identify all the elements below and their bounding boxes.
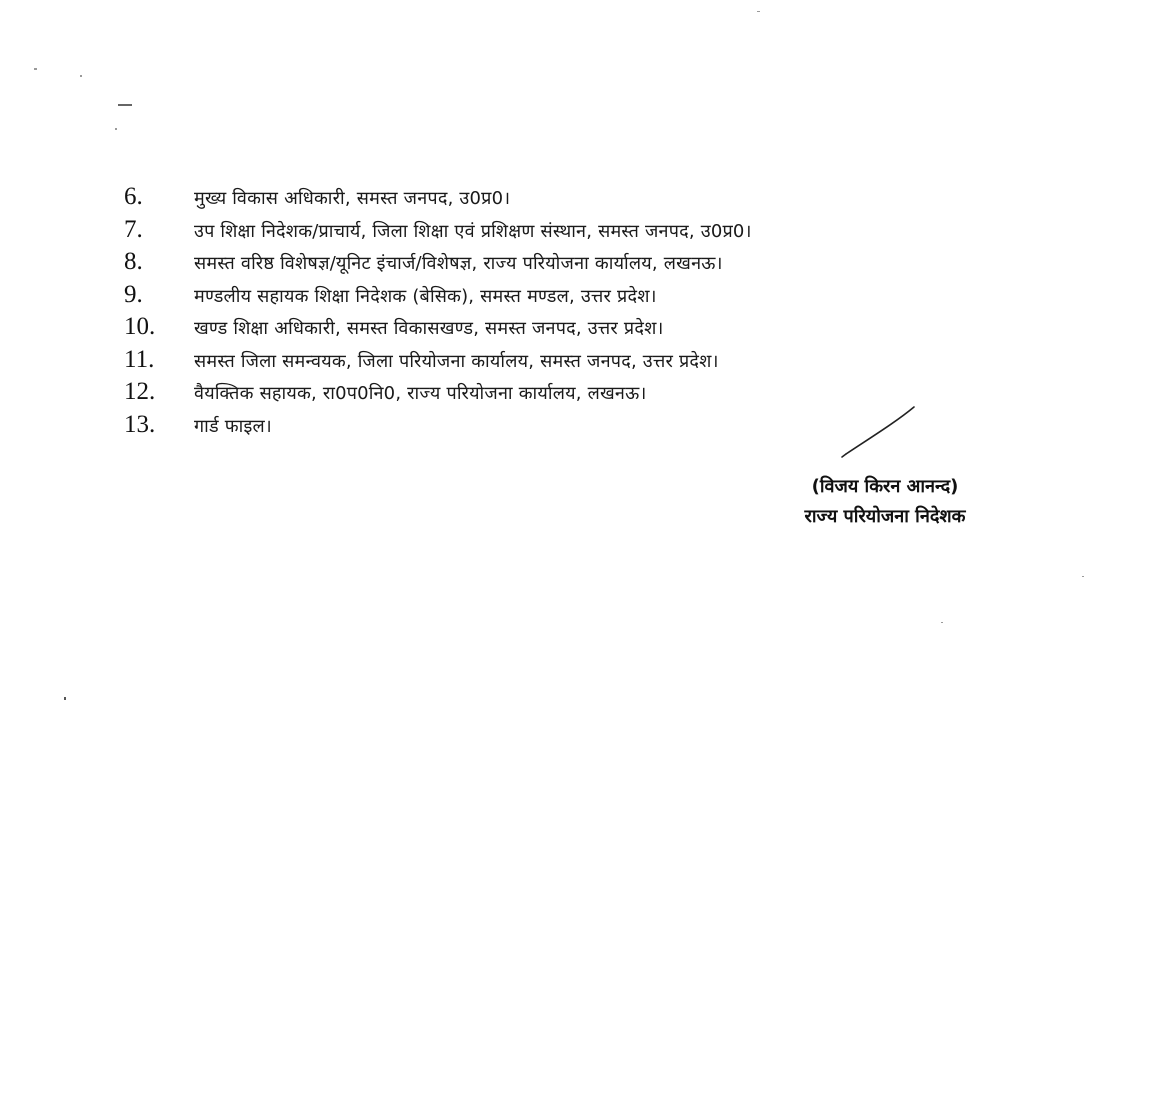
scan-speck <box>941 622 943 623</box>
scan-speck <box>64 697 66 700</box>
list-item-number: 13. <box>124 410 156 438</box>
list-item-text: वैयक्तिक सहायक, रा0प0नि0, राज्य परियोजना कार्यालय, लखनऊ। <box>194 383 647 404</box>
scan-speck <box>118 104 132 106</box>
list-item-text: समस्त वरिष्ठ विशेषज्ञ/यूनिट इंचार्ज/विशेषज्ञ, राज्य परियोजना कार्यालय, लखनऊ। <box>194 253 723 274</box>
list-item <box>124 346 944 379</box>
distribution-list <box>124 183 944 443</box>
list-item <box>124 411 944 444</box>
list-item-number: 11. <box>124 345 155 373</box>
list-item-text: मुख्य विकास अधिकारी, समस्त जनपद, उ0प्र0। <box>194 188 511 209</box>
list-item-text: मण्डलीय सहायक शिक्षा निदेशक (बेसिक), समस्त मण्डल, उत्तर प्रदेश। <box>194 285 657 307</box>
list-item <box>124 216 944 249</box>
list-item-text: खण्ड शिक्षा अधिकारी, समस्त विकासखण्ड, समस्त जनपद, उत्तर प्रदेश। <box>194 318 664 339</box>
signatory-name: (विजय किरन आनन्द) <box>811 476 959 497</box>
list-item <box>124 248 944 281</box>
list-item-text: गार्ड फाइल। <box>194 415 272 437</box>
list-item-number: 6. <box>124 183 143 210</box>
scan-speck <box>1082 576 1084 577</box>
scan-speck <box>80 75 82 77</box>
scan-speck <box>34 68 37 70</box>
list-item <box>124 313 944 346</box>
list-item-number: 12. <box>124 378 156 405</box>
list-item <box>124 183 944 216</box>
list-item-number: 8. <box>124 248 143 275</box>
list-item <box>124 281 944 314</box>
list-item-text: समस्त जिला समन्वयक, जिला परियोजना कार्यालय, समस्त जनपद, उत्तर प्रदेश। <box>194 350 719 372</box>
list-item-number: 7. <box>124 215 143 243</box>
list-item-number: 10. <box>124 313 156 340</box>
signature-block <box>760 472 1010 532</box>
signature-stroke <box>838 404 918 462</box>
list-item <box>124 378 944 411</box>
scan-speck <box>757 11 760 12</box>
list-item-number: 9. <box>124 280 143 308</box>
list-item-text: उप शिक्षा निदेशक/प्राचार्य, जिला शिक्षा एवं प्रशिक्षण संस्थान, समस्त जनपद, उ0प्र0। <box>194 220 752 242</box>
scan-speck <box>115 128 117 130</box>
signatory-designation: राज्य परियोजना निदेशक <box>804 506 966 527</box>
